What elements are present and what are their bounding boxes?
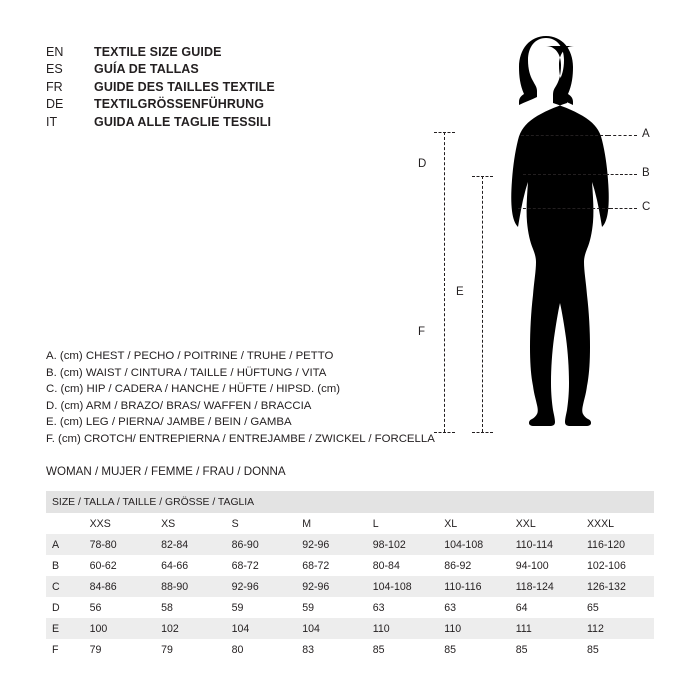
- column-header-xxxl: XXXL: [581, 513, 654, 534]
- section-caption: WOMAN / MUJER / FEMME / FRAU / DONNA: [46, 465, 286, 478]
- column-header-xxl: XXL: [510, 513, 581, 534]
- cell-d-xxs: 56: [84, 597, 155, 618]
- title-row: [46, 44, 275, 61]
- title-lang-de: DE: [46, 97, 64, 112]
- cell-b-xl: 86-92: [438, 555, 509, 576]
- waist-leader-line: [606, 174, 637, 175]
- title-row: [46, 114, 275, 131]
- cell-d-xxl: 64: [510, 597, 581, 618]
- title-lang-en: EN: [46, 45, 64, 59]
- cell-a-l: 98-102: [367, 534, 438, 555]
- cell-c-l: 104-108: [367, 576, 438, 597]
- cell-e-m: 104: [296, 618, 367, 639]
- cell-d-xs: 58: [155, 597, 226, 618]
- title-text-de: TEXTILGRÖSSENFÜHRUNG: [94, 97, 265, 112]
- title-text-it: GUIDA ALLE TAGLIE TESSILI: [94, 114, 272, 129]
- legend-item-f: F. (cm) CROTCH/ ENTREPIERNA / ENTREJAMBE / ZWICKEL / FORCELLA: [46, 432, 435, 445]
- title-text-fr: GUIDE DES TAILLES TEXTILE: [94, 79, 275, 94]
- row-label-e: E: [46, 618, 84, 639]
- row-label-b: B: [46, 555, 84, 576]
- size-table: [46, 491, 654, 660]
- marker-a: A: [642, 128, 650, 140]
- title-row: [46, 96, 275, 113]
- marker-c: C: [642, 201, 651, 213]
- table-row: [46, 639, 654, 660]
- cell-f-l: 85: [367, 639, 438, 660]
- cell-d-xl: 63: [438, 597, 509, 618]
- cell-b-xs: 64-66: [155, 555, 226, 576]
- cell-b-s: 68-72: [226, 555, 297, 576]
- leg-measure-tick-top: [472, 176, 493, 177]
- arm-measure-tick-top: [434, 132, 455, 133]
- marker-b: B: [642, 167, 650, 179]
- cell-d-xxxl: 65: [581, 597, 654, 618]
- waist-measure-line: [523, 174, 606, 175]
- legend-item-d: D. (cm) ARM / BRAZO/ BRAS/ WAFFEN / BRACCIA: [46, 399, 312, 412]
- hip-measure-line: [518, 208, 610, 209]
- table-row: [46, 597, 654, 618]
- table-column-row: [46, 513, 654, 534]
- column-header-xl: XL: [438, 513, 509, 534]
- table-row: [46, 576, 654, 597]
- column-header-s: S: [226, 513, 297, 534]
- cell-c-xxxl: 126-132: [581, 576, 654, 597]
- legend-item-b: B. (cm) WAIST / CINTURA / TAILLE / HÜFTUNG / VITA: [46, 366, 327, 379]
- cell-c-xxl: 118-124: [510, 576, 581, 597]
- leg-measure-line: [482, 176, 483, 432]
- legend-item-e: E. (cm) LEG / PIERNA/ JAMBE / BEIN / GAMBA: [46, 416, 292, 429]
- title-block: [46, 44, 275, 131]
- cell-e-xs: 102: [155, 618, 226, 639]
- chest-measure-line: [521, 135, 608, 136]
- table-corner-label: SIZE / TALLA / TAILLE / GRÖSSE / TAGLIA: [46, 491, 654, 513]
- cell-f-xs: 79: [155, 639, 226, 660]
- row-label-f: F: [46, 639, 84, 660]
- arm-measure-line: [444, 132, 445, 432]
- cell-c-xs: 88-90: [155, 576, 226, 597]
- cell-c-xxs: 84-86: [84, 576, 155, 597]
- marker-f: F: [418, 326, 426, 338]
- column-header-xxs: XXS: [84, 513, 155, 534]
- cell-a-m: 92-96: [296, 534, 367, 555]
- table-row: [46, 618, 654, 639]
- table-header-row: [46, 491, 654, 513]
- cell-c-xl: 110-116: [438, 576, 509, 597]
- cell-f-m: 83: [296, 639, 367, 660]
- cell-e-xxxl: 112: [581, 618, 654, 639]
- cell-a-xs: 82-84: [155, 534, 226, 555]
- cell-e-xxl: 111: [510, 618, 581, 639]
- cell-b-m: 68-72: [296, 555, 367, 576]
- cell-e-xl: 110: [438, 618, 509, 639]
- cell-e-xxs: 100: [84, 618, 155, 639]
- cell-b-l: 80-84: [367, 555, 438, 576]
- cell-c-m: 92-96: [296, 576, 367, 597]
- cell-f-xxs: 79: [84, 639, 155, 660]
- cell-a-xxxl: 116-120: [581, 534, 654, 555]
- cell-a-xxl: 110-114: [510, 534, 581, 555]
- measurement-legend: [46, 348, 435, 448]
- arm-measure-tick-bottom: [434, 432, 455, 433]
- row-label-c: C: [46, 576, 84, 597]
- chest-leader-line: [608, 135, 637, 136]
- title-row: [46, 79, 275, 96]
- marker-d: D: [418, 158, 427, 170]
- size-table-wrapper: [46, 491, 654, 660]
- table-row: [46, 534, 654, 555]
- legend-item-a: A. (cm) CHEST / PECHO / POITRINE / TRUHE / PETTO: [46, 350, 334, 362]
- cell-d-l: 63: [367, 597, 438, 618]
- leg-measure-tick-bottom: [472, 432, 493, 433]
- cell-f-s: 80: [226, 639, 297, 660]
- cell-f-xl: 85: [438, 639, 509, 660]
- title-text-es: GUÍA DE TALLAS: [94, 62, 199, 77]
- cell-a-xl: 104-108: [438, 534, 509, 555]
- column-header-m: M: [296, 513, 367, 534]
- marker-e: E: [456, 286, 464, 298]
- title-lang-es: ES: [46, 62, 63, 77]
- table-row: [46, 555, 654, 576]
- title-text-en: TEXTILE SIZE GUIDE: [94, 45, 222, 59]
- cell-e-l: 110: [367, 618, 438, 639]
- title-lang-it: IT: [46, 114, 58, 129]
- row-label-a: A: [46, 534, 84, 555]
- cell-f-xxl: 85: [510, 639, 581, 660]
- cell-b-xxxl: 102-106: [581, 555, 654, 576]
- title-row: [46, 61, 275, 78]
- cell-f-xxxl: 85: [581, 639, 654, 660]
- cell-b-xxl: 94-100: [510, 555, 581, 576]
- cell-e-s: 104: [226, 618, 297, 639]
- cell-d-s: 59: [226, 597, 297, 618]
- column-header-l: L: [367, 513, 438, 534]
- cell-a-s: 86-90: [226, 534, 297, 555]
- column-header-xs: XS: [155, 513, 226, 534]
- cell-b-xxs: 60-62: [84, 555, 155, 576]
- cell-d-m: 59: [296, 597, 367, 618]
- legend-item-c: C. (cm) HIP / CADERA / HANCHE / HÜFTE / HIPSD. (cm): [46, 383, 341, 396]
- title-lang-fr: FR: [46, 79, 63, 94]
- cell-c-s: 92-96: [226, 576, 297, 597]
- cell-a-xxs: 78-80: [84, 534, 155, 555]
- table-corner-blank: [46, 513, 84, 534]
- row-label-d: D: [46, 597, 84, 618]
- hip-leader-line: [610, 208, 637, 209]
